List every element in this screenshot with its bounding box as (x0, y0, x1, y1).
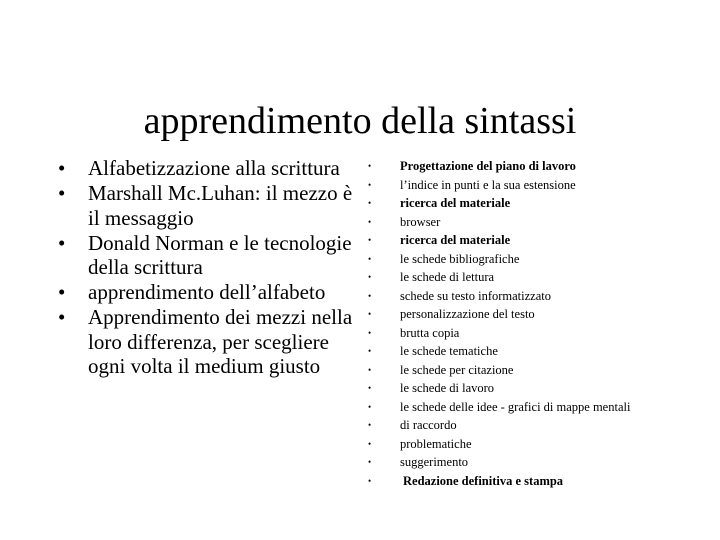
left-bullet-list (55, 156, 355, 379)
right-list-item-text: le schede tematiche (400, 344, 498, 358)
bullet-icon: • (368, 475, 372, 486)
right-list-item (366, 231, 706, 250)
bullet-icon: • (368, 383, 372, 393)
right-list-item (366, 324, 706, 343)
right-list-item (366, 398, 706, 417)
right-list-item (366, 379, 706, 398)
right-list-item (366, 435, 706, 454)
right-list-item-text: Progettazione del piano di lavoro (400, 159, 576, 173)
right-list-item (366, 361, 706, 380)
left-list-item (55, 156, 355, 181)
left-list-item (55, 181, 355, 230)
bullet-icon: • (368, 235, 372, 245)
right-list-item-text: personalizzazione del testo (400, 307, 535, 321)
bullet-icon: • (368, 401, 372, 412)
right-list-item-text: problematiche (400, 436, 472, 451)
right-list-item-text: ricerca del materiale (400, 196, 511, 210)
right-list-item (366, 453, 706, 472)
bullet-icon: • (58, 305, 66, 330)
right-list-item (366, 416, 706, 435)
left-list-item-text: Marshall Mc.Luhan: il mezzo è il messaggio (88, 181, 353, 230)
slide-title: apprendimento della sintassi (143, 100, 577, 143)
bullet-icon: • (368, 253, 372, 264)
right-list-item-text: di raccordo (400, 418, 457, 432)
bullet-icon: • (368, 161, 372, 171)
bullet-icon: • (368, 438, 372, 449)
left-list-item (55, 305, 355, 379)
right-list-item (366, 287, 706, 306)
bullet-icon: • (368, 420, 372, 430)
bullet-icon: • (368, 364, 372, 375)
left-list-item (55, 280, 355, 305)
right-bullet-list (366, 157, 706, 490)
right-list-item (366, 305, 706, 324)
bullet-icon: • (368, 272, 372, 282)
bullet-icon: • (368, 216, 372, 227)
right-list-item (366, 342, 706, 361)
bullet-icon: • (58, 280, 66, 305)
bullet-icon: • (368, 327, 372, 338)
left-list-item-text: Apprendimento dei mezzi nella loro differenza, per scegliere ogni volta il medium giusto (88, 305, 353, 379)
right-list-item-text: suggerimento (400, 455, 469, 469)
bullet-icon: • (368, 290, 372, 301)
right-list-item (366, 268, 706, 287)
bullet-icon: • (368, 198, 372, 208)
right-list-item-text: le schede bibliografiche (400, 251, 520, 266)
bullet-icon: • (368, 346, 372, 356)
right-list-item (366, 250, 706, 269)
right-list-item-text: le schede di lettura (400, 270, 495, 284)
right-list-item-text: le schede delle idee - grafici di mappe mentali (400, 399, 631, 414)
right-list-item (366, 157, 706, 176)
bullet-icon: • (368, 309, 372, 319)
right-list-item-text: ricerca del materiale (400, 233, 511, 247)
left-list-item (55, 231, 355, 280)
left-list-item-text: apprendimento dell’alfabeto (88, 280, 326, 305)
right-list-item-text: schede su testo informatizzato (400, 288, 551, 303)
right-list-item-text: le schede di lavoro (400, 381, 495, 395)
right-list-item (366, 472, 706, 491)
right-list-item-text: l’indice in punti e la sua estensione (400, 177, 576, 192)
left-list-item-text: Alfabetizzazione alla scrittura (88, 156, 340, 180)
right-list-item (366, 213, 706, 232)
right-list-item (366, 194, 706, 213)
right-list-item-text: le schede per citazione (400, 362, 514, 377)
bullet-icon: • (368, 457, 372, 467)
right-list-item-text: Redazione definitiva e stampa (403, 473, 564, 488)
bullet-icon: • (368, 179, 372, 190)
bullet-icon: • (58, 156, 66, 180)
right-list-item-text: browser (400, 214, 441, 229)
bullet-icon: • (58, 181, 66, 206)
right-list-item-text: brutta copia (400, 325, 460, 340)
left-list-item-text: Donald Norman e le tecnologie della scrittura (88, 230, 352, 280)
bullet-icon: • (58, 230, 66, 255)
right-list-item (366, 176, 706, 195)
